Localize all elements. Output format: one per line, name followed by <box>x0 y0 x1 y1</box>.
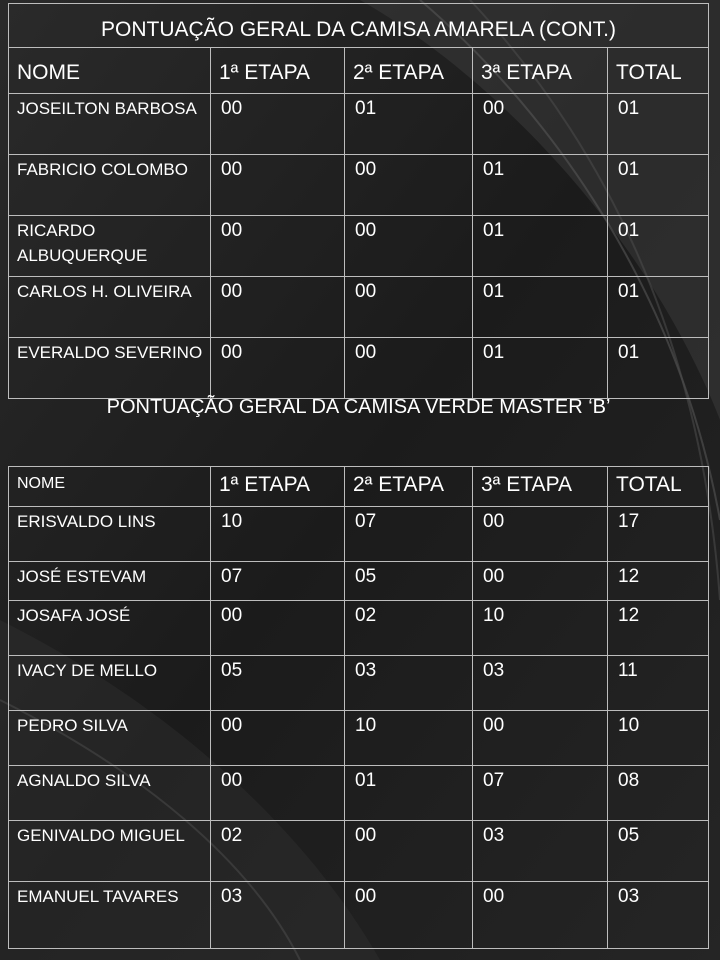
table-row <box>9 656 709 711</box>
total-score: 03 <box>608 882 709 949</box>
green-master-b-score-table <box>8 389 709 949</box>
stage-3-score: 00 <box>473 94 608 155</box>
total-score: 05 <box>608 821 709 882</box>
total-score: 12 <box>608 601 709 656</box>
stage-1-score: 00 <box>211 338 345 399</box>
column-header-total: TOTAL <box>608 48 709 94</box>
athlete-name: CARLOS H. OLIVEIRA <box>9 277 211 338</box>
total-score: 01 <box>608 338 709 399</box>
athlete-name: ERISVALDO LINS <box>9 507 211 562</box>
table-row <box>9 601 709 656</box>
athlete-name: RICARDO ALBUQUERQUE <box>9 216 211 277</box>
table-row <box>9 882 709 949</box>
stage-1-score: 07 <box>211 562 345 601</box>
column-header-stage-1: 1ª ETAPA <box>211 467 345 507</box>
stage-2-score: 03 <box>345 656 473 711</box>
table-header-row <box>9 467 709 507</box>
stage-3-score: 10 <box>473 601 608 656</box>
table-row <box>9 155 709 216</box>
stage-2-score: 01 <box>345 94 473 155</box>
stage-1-score: 00 <box>211 155 345 216</box>
stage-1-score: 02 <box>211 821 345 882</box>
athlete-name: JOSAFA JOSÉ <box>9 601 211 656</box>
column-header-stage-2: 2ª ETAPA <box>345 467 473 507</box>
table-row <box>9 216 709 277</box>
stage-2-score: 00 <box>345 155 473 216</box>
stage-2-score: 00 <box>345 216 473 277</box>
total-score: 17 <box>608 507 709 562</box>
stage-1-score: 00 <box>211 216 345 277</box>
stage-3-score: 01 <box>473 277 608 338</box>
table-header-row <box>9 48 709 94</box>
stage-1-score: 05 <box>211 656 345 711</box>
column-header-stage-1: 1ª ETAPA <box>211 48 345 94</box>
total-score: 01 <box>608 155 709 216</box>
table-title: PONTUAÇÃO GERAL DA CAMISA AMARELA (CONT.) <box>9 4 709 48</box>
total-score: 08 <box>608 766 709 821</box>
stage-1-score: 03 <box>211 882 345 949</box>
column-header-stage-3: 3ª ETAPA <box>473 467 608 507</box>
table-row <box>9 821 709 882</box>
athlete-name: PEDRO SILVA <box>9 711 211 766</box>
stage-3-score: 01 <box>473 155 608 216</box>
yellow-jersey-score-table <box>8 3 709 399</box>
stage-2-score: 10 <box>345 711 473 766</box>
table-row <box>9 507 709 562</box>
total-score: 11 <box>608 656 709 711</box>
stage-3-score: 01 <box>473 216 608 277</box>
column-header-stage-2: 2ª ETAPA <box>345 48 473 94</box>
stage-2-score: 07 <box>345 507 473 562</box>
stage-3-score: 07 <box>473 766 608 821</box>
table-row <box>9 562 709 601</box>
stage-1-score: 00 <box>211 277 345 338</box>
stage-3-score: 00 <box>473 507 608 562</box>
stage-3-score: 00 <box>473 882 608 949</box>
stage-2-score: 00 <box>345 821 473 882</box>
total-score: 01 <box>608 216 709 277</box>
table-title: PONTUAÇÃO GERAL DA CAMISA VERDE MASTER ‘B’ <box>9 390 709 467</box>
stage-3-score: 03 <box>473 821 608 882</box>
athlete-name: EVERALDO SEVERINO <box>9 338 211 399</box>
stage-3-score: 03 <box>473 656 608 711</box>
athlete-name: FABRICIO COLOMBO <box>9 155 211 216</box>
total-score: 01 <box>608 94 709 155</box>
stage-2-score: 00 <box>345 882 473 949</box>
stage-3-score: 01 <box>473 338 608 399</box>
stage-2-score: 00 <box>345 338 473 399</box>
total-score: 01 <box>608 277 709 338</box>
athlete-name: IVACY DE MELLO <box>9 656 211 711</box>
table-row <box>9 766 709 821</box>
column-header-stage-3: 3ª ETAPA <box>473 48 608 94</box>
column-header-name: NOME <box>9 48 211 94</box>
stage-2-score: 01 <box>345 766 473 821</box>
table-row <box>9 94 709 155</box>
athlete-name: AGNALDO SILVA <box>9 766 211 821</box>
stage-1-score: 00 <box>211 766 345 821</box>
athlete-name: GENIVALDO MIGUEL <box>9 821 211 882</box>
stage-3-score: 00 <box>473 711 608 766</box>
stage-2-score: 02 <box>345 601 473 656</box>
table-row <box>9 711 709 766</box>
athlete-name: EMANUEL TAVARES <box>9 882 211 949</box>
total-score: 12 <box>608 562 709 601</box>
stage-2-score: 00 <box>345 277 473 338</box>
stage-3-score: 00 <box>473 562 608 601</box>
stage-1-score: 00 <box>211 94 345 155</box>
column-header-total: TOTAL <box>608 467 709 507</box>
table-row <box>9 277 709 338</box>
total-score: 10 <box>608 711 709 766</box>
stage-1-score: 00 <box>211 711 345 766</box>
stage-1-score: 10 <box>211 507 345 562</box>
athlete-name: JOSEILTON BARBOSA <box>9 94 211 155</box>
column-header-name: NOME <box>9 467 211 507</box>
stage-1-score: 00 <box>211 601 345 656</box>
athlete-name: JOSÉ ESTEVAM <box>9 562 211 601</box>
stage-2-score: 05 <box>345 562 473 601</box>
